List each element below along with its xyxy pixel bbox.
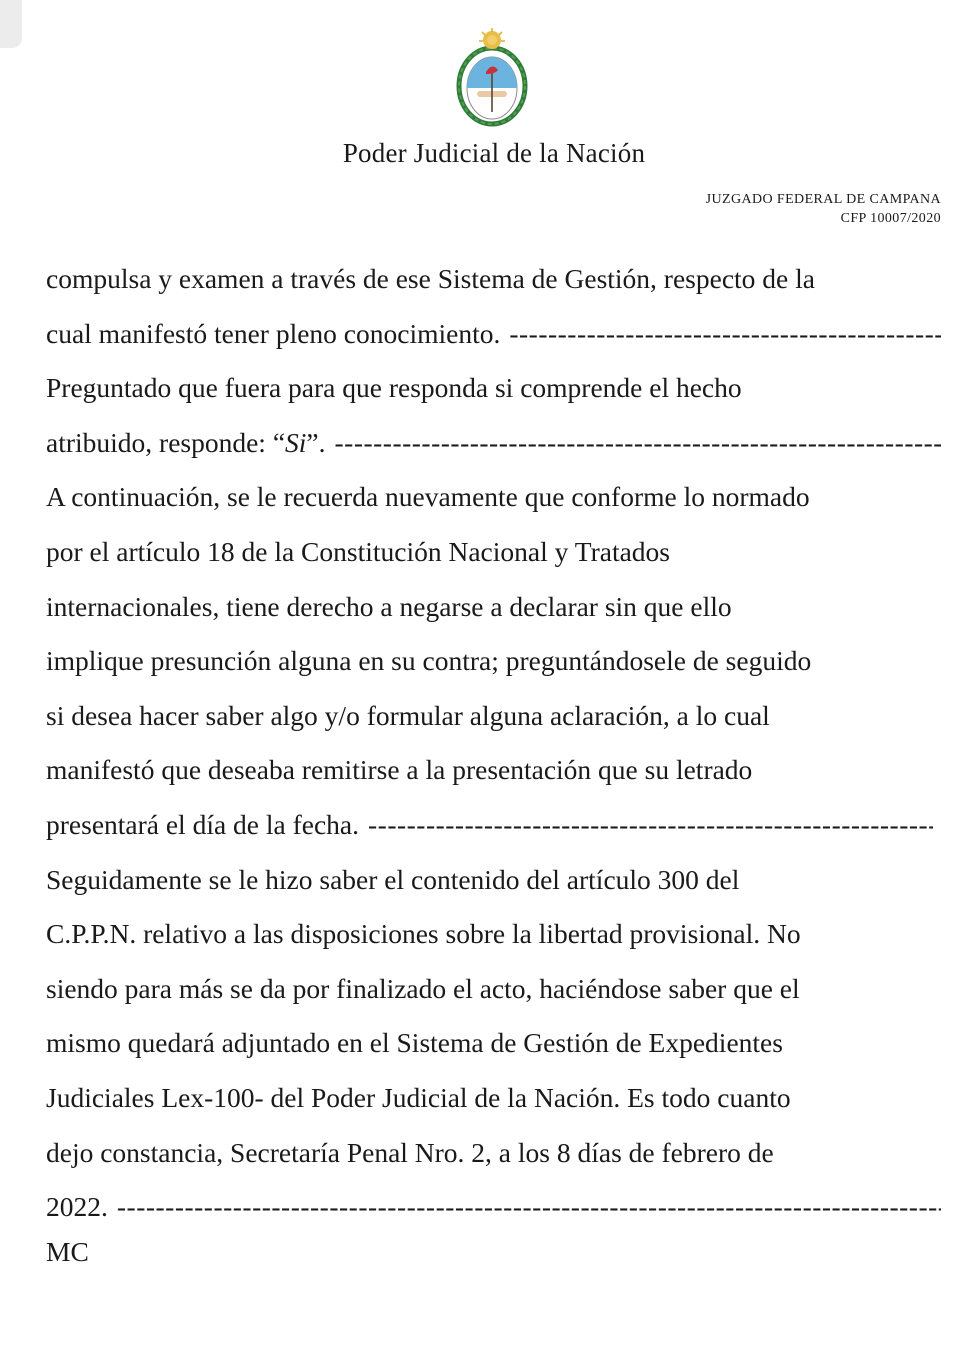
text-line (46, 907, 941, 962)
text-line-content: A continuación, se le recuerda nuevamente que conforme lo normado (46, 481, 810, 513)
text-line-content: Preguntado que fuera para que responda si comprende el hecho (46, 372, 742, 404)
signature-initials: MC (46, 1236, 89, 1267)
text-line-content: manifestó que deseaba remitirse a la presentación que su letrado (46, 754, 753, 786)
text-line-content: Seguidamente se le hizo saber el contenido del artículo 300 del (46, 863, 740, 895)
text-line-content: si desea hacer saber algo y/o formular alguna aclaración, a lo cual (46, 699, 770, 731)
argentina-coat-of-arms-icon (455, 28, 529, 128)
text-line (46, 1126, 941, 1181)
text-line (46, 470, 941, 525)
dash-filler (509, 307, 941, 362)
dash-filler (368, 798, 933, 853)
text-line (46, 580, 941, 635)
text-line (46, 743, 941, 798)
text-line (46, 634, 941, 689)
court-name: JUZGADO FEDERAL DE CAMPANA (705, 192, 941, 207)
text-line-content: por el artículo 18 de la Constitución Nacional y Tratados (46, 535, 670, 567)
text-line-content: cual manifestó tener pleno conocimiento. (46, 317, 501, 349)
text-line-content (46, 416, 326, 471)
text-line-content: siendo para más se da por finalizado el acto, haciéndose saber que el (46, 972, 800, 1004)
text-line (46, 361, 941, 416)
text-line (46, 798, 933, 853)
text-line (46, 307, 941, 362)
text-line-content: mismo quedará adjuntado en el Sistema de Gestión de Expedientes (46, 1027, 783, 1059)
text-line-content: dejo constancia, Secretaría Penal Nro. 2, a los 8 días de febrero de (46, 1136, 774, 1168)
text-line (46, 853, 941, 908)
text-line (46, 525, 941, 580)
scan-corner-artifact (0, 0, 22, 48)
dash-filler (117, 1180, 941, 1235)
court-header (706, 190, 941, 228)
quoted-answer: Si (285, 426, 307, 458)
text-line-content: Judiciales Lex-100- del Poder Judicial de la Nación. Es todo cuanto (46, 1081, 791, 1113)
page-title: Poder Judicial de la Nación (342, 138, 646, 168)
text-line-content: internacionales, tiene derecho a negarse a declarar sin que ello (46, 590, 732, 622)
text-line-content: C.P.P.N. relativo a las disposiciones sobre la libertad provisional. No (46, 918, 801, 950)
text-line (46, 689, 941, 744)
text-fragment: ”. (306, 426, 326, 458)
text-line (46, 252, 941, 307)
case-number: CFP 10007/2020 (840, 211, 941, 226)
text-line (46, 416, 941, 471)
text-fragment: atribuido, responde: “ (46, 426, 286, 458)
text-line (46, 1016, 941, 1071)
text-line-content: compulsa y examen a través de ese Sistema de Gestión, respecto de la (46, 263, 815, 294)
text-line-content: implique presunción alguna en su contra; preguntándosele de seguido (46, 645, 812, 677)
dash-filler (335, 416, 941, 471)
document-body (46, 252, 941, 1235)
text-line (46, 1180, 941, 1235)
text-line (46, 1071, 941, 1126)
text-line-content: 2022. (46, 1191, 108, 1223)
text-line (46, 962, 941, 1017)
text-line-content: presentará el día de la fecha. (46, 808, 360, 840)
